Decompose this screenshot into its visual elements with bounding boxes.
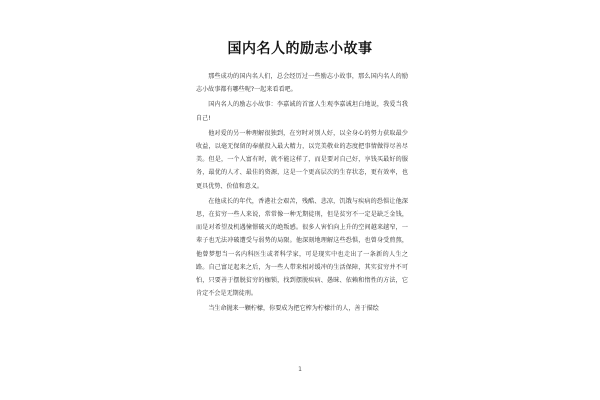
document-body — [196, 70, 408, 318]
page-title: 国内名人的励志小故事 — [227, 41, 373, 57]
paragraph-subheading: 国内名人的励志小故事：李嘉诚的首富人生观李嘉诚坦白地说，我爱当我自己! — [196, 101, 408, 122]
paragraph-lemon: 当生命抛来一颗柠檬，你要成为把它榨为柠檬汁的人，善于描绘 — [208, 305, 379, 313]
paragraph-intro: 那些成功的国内名人们，总会经历过一些励志小故事，那么国内名人的励志小故事都有哪些呢?一起来看看吧。 — [196, 73, 408, 94]
page-number: 1 — [298, 366, 302, 373]
paragraph-love-philosophy: 他对爱的另一种理解很独到，在穷时对别人好，以全身心的努力获取最少收益，以毫无保留的奉献投入最大精力，以完美敬业的态度把事情做得尽善尽美。但是，一个人富有时，就不能这样了，而是要对自己好，享钱买最好的服务，最优的人才、最佳的资源，这是一个更高层次的生存状态，更有效率，也更具优势、价值和意义。 — [196, 129, 408, 190]
paragraph-poverty: 在他成长的年代，香港社会艰苦，残酷、悲凉，饥饿与疾病的恐惧让他深思，在贫穷一些人来说，常常像一种无期徒刑，但是贫穷不一定是缺乏金钱，而是对希望及机遇憧憬破灭的绝叛感。很多人害怕向上升的空间越来越窄，一辈子也无法冲破遭受与弱势的局限。他深刻地理解这些恐惧，也曾身受煎熬，他曾梦想当一名内科医生或者科学家，可是现实中也走出了一条新的人生之路。自己富足起来之后，为一些人带来相对缓冲的生活保障，其实贫穷并不可怕，只要善于摆脱贫穷的枷锁，找到摆脱疾病、愚昧、依赖和惰性的方法，它肯定不会是无期徒刑。 — [196, 197, 408, 298]
